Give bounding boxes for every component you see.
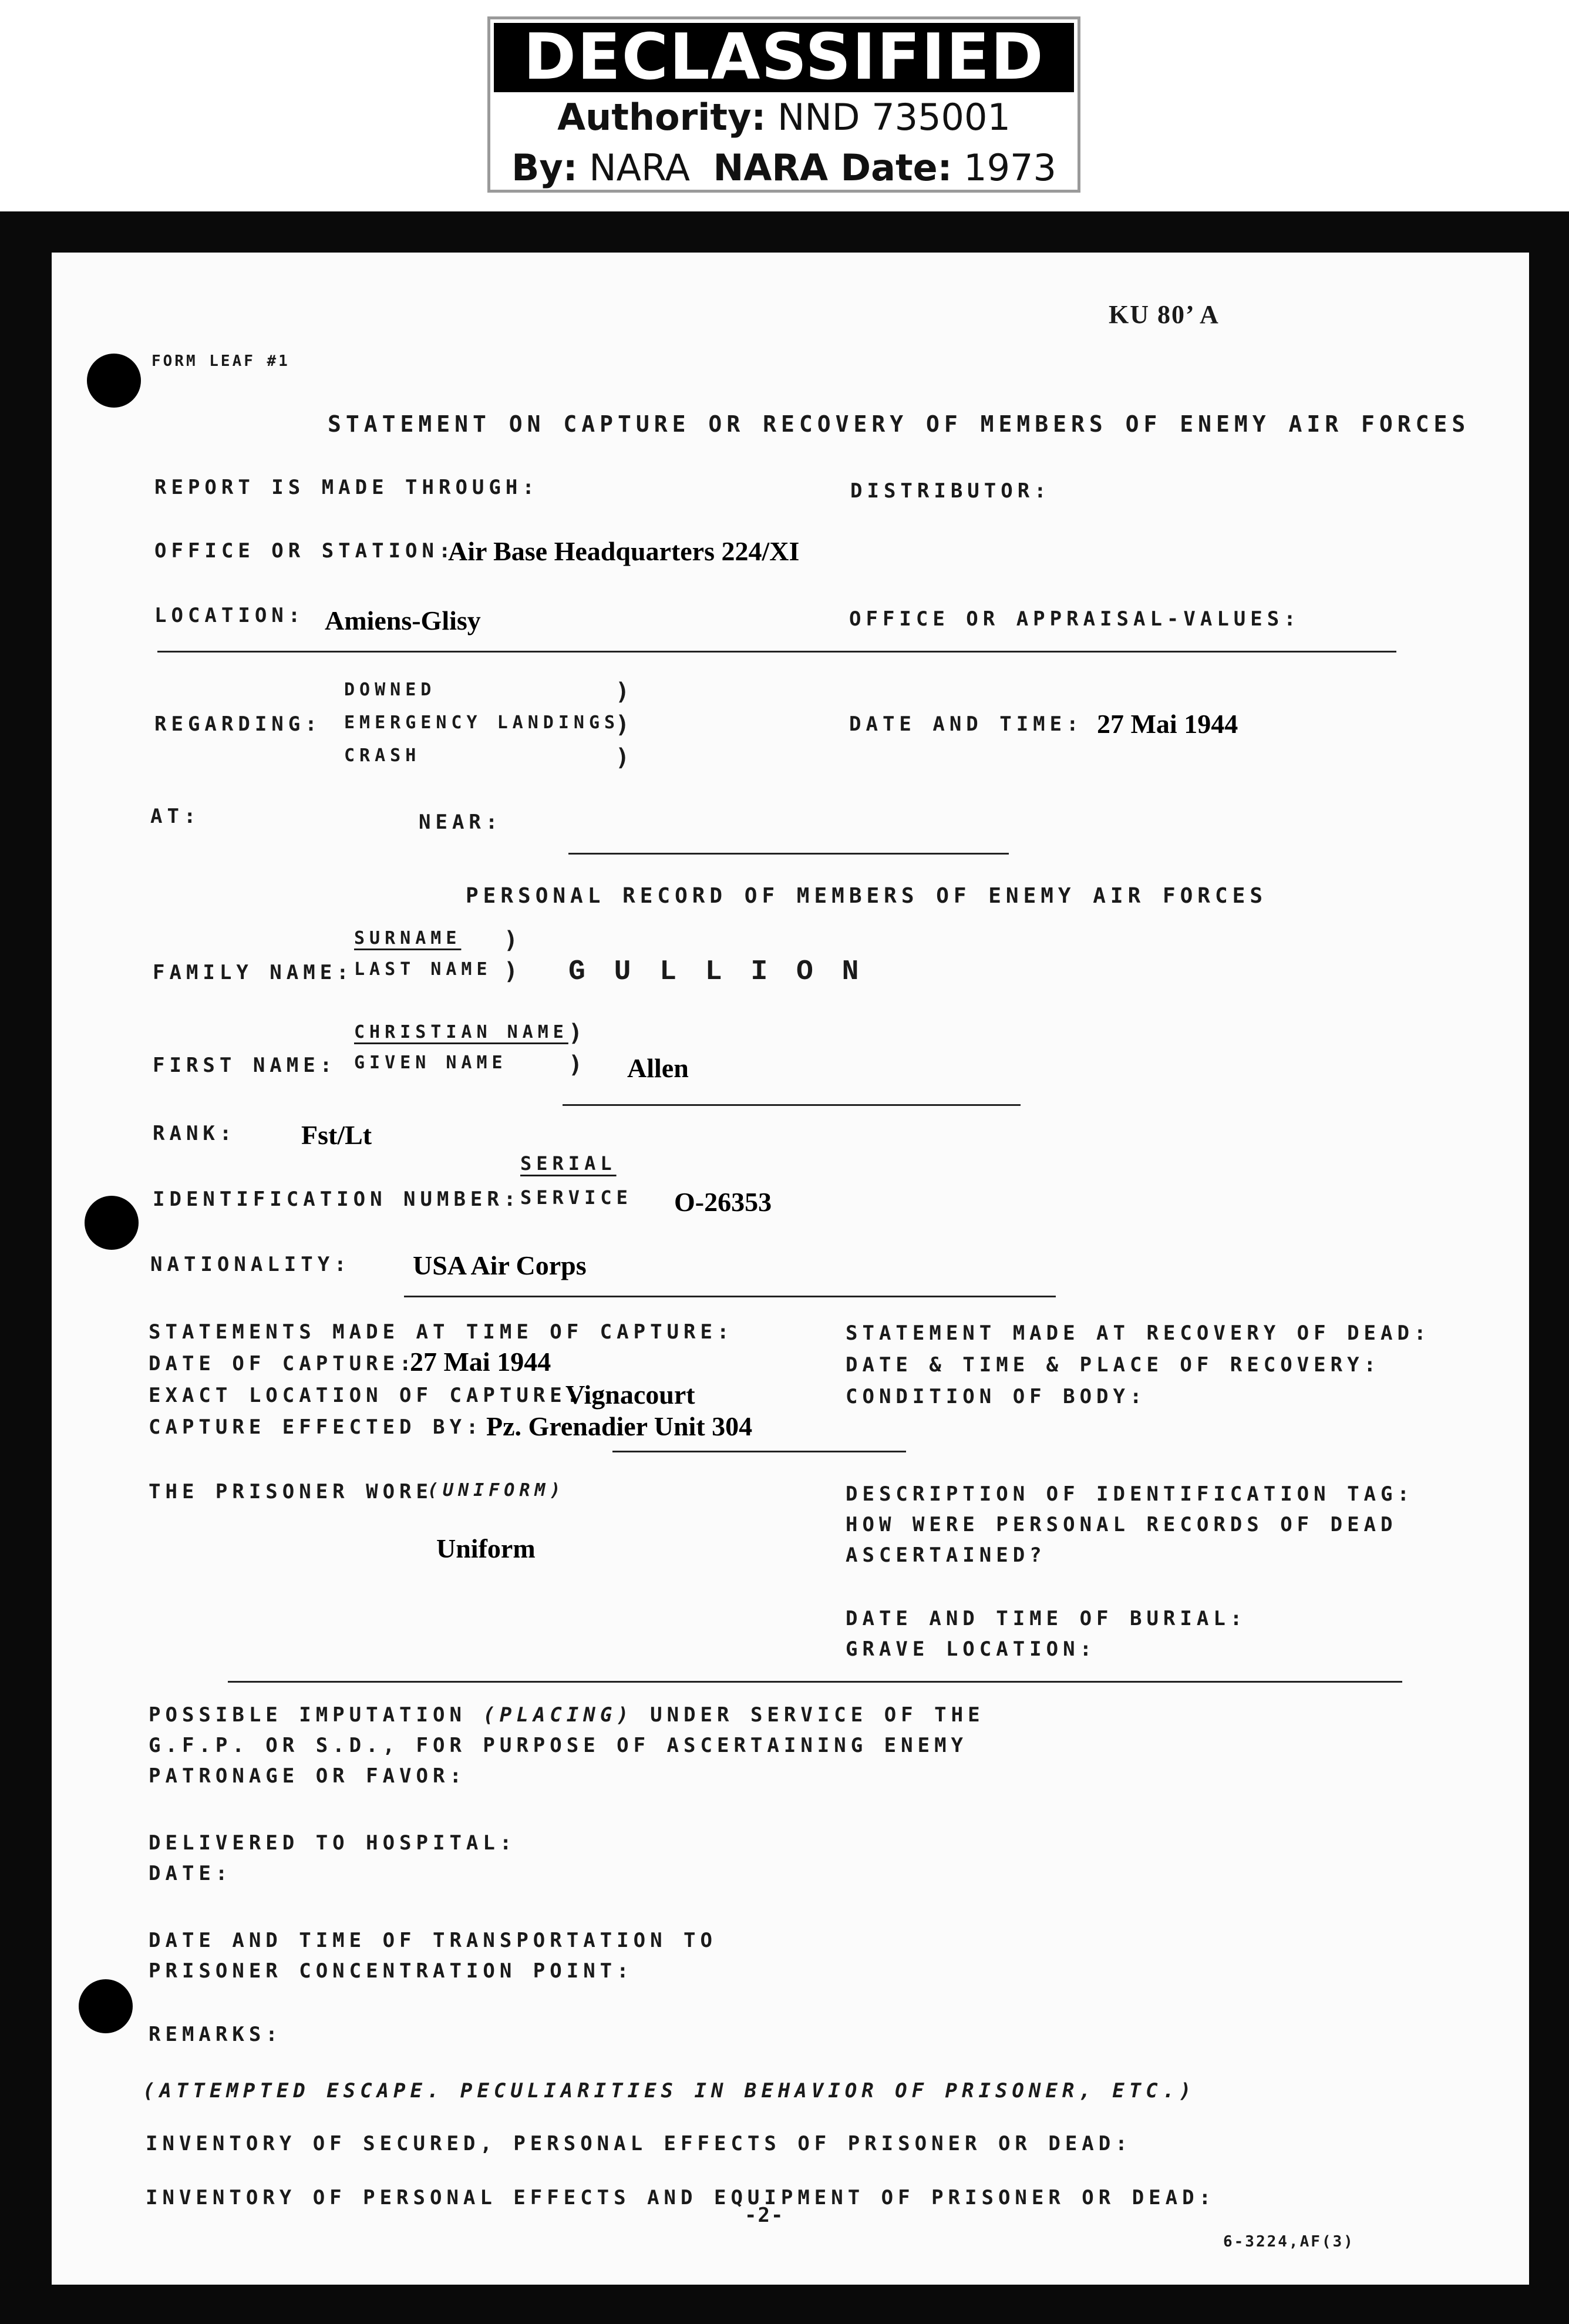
divider [157,651,1396,653]
first-name-line [563,1104,1021,1106]
office-station-value: Air Base Headquarters 224/XI [448,536,800,566]
bracket: ) [568,1020,588,1047]
rank-label: RANK: [153,1122,237,1145]
date-of-capture-value: 27 Mai 1944 [410,1347,551,1377]
bracket: ) [615,711,635,738]
location-label: LOCATION: [154,604,305,627]
stamp-title: DECLASSIFIED [494,23,1074,92]
date-time-value: 27 Mai 1944 [1097,709,1238,739]
stamp-by-label: By: [511,146,578,189]
regarding-option-downed: DOWNED [344,680,436,700]
near-line [568,853,1009,855]
imputation-line-1 [149,1703,985,1727]
records-dead-label-2: ASCERTAINED? [846,1543,1046,1567]
location-value: Amiens-Glisy [325,606,481,635]
first-name-label: FIRST NAME: [153,1054,337,1077]
bracket: ) [504,927,523,954]
prisoner-wore-value: Uniform [436,1533,536,1563]
appraisal-label: OFFICE OR APPRAISAL-VALUES: [849,607,1301,631]
form-code: 6-3224,AF(3) [1223,2233,1355,2251]
inventory-equipment-label: INVENTORY OF PERSONAL EFFECTS AND EQUIPMENT OF PRISONER OR DEAD: [146,2186,1216,2209]
nationality-label: NATIONALITY: [150,1253,351,1276]
condition-body-label: CONDITION OF BODY: [846,1385,1147,1408]
imputation-1c: UNDER SERVICE OF THE [650,1703,985,1727]
stamp-authority [490,92,1078,143]
date-time-label: DATE AND TIME: [849,712,1083,736]
regarding-label: REGARDING: [154,712,322,736]
top-reference: KU 80’ A [1109,300,1220,329]
exact-location-value: Vignacourt [565,1380,695,1410]
inventory-secured-label: INVENTORY OF SECURED, PERSONAL EFFECTS OF PRISONER OR DEAD: [146,2132,1132,2155]
serial-label: SERIAL [520,1152,617,1175]
id-number-label: IDENTIFICATION NUMBER: [153,1188,521,1211]
bracket: ) [615,744,635,771]
first-name-value: Allen [627,1053,689,1083]
remarks-label: REMARKS: [149,2023,282,2046]
near-label: NEAR: [419,810,503,834]
prisoner-wore-label: THE PRISONER WORE [149,1480,433,1504]
bracket: ) [504,958,523,985]
date-place-recovery-label: DATE & TIME & PLACE OF RECOVERY: [846,1353,1381,1377]
capture-effected-label: CAPTURE EFFECTED BY: [149,1415,483,1439]
id-number-value: O-26353 [674,1187,772,1217]
imputation-1b: (PLACING) [483,1703,634,1727]
grave-label: GRAVE LOCATION: [846,1637,1097,1661]
transport-label-1: DATE AND TIME OF TRANSPORTATION TO [149,1929,717,1952]
form-paper [52,253,1529,2285]
regarding-option-emergency: EMERGENCY LANDINGS [344,712,620,733]
hospital-date-label: DATE: [149,1862,233,1885]
page-number: -2- [745,2204,784,2227]
punch-hole-middle [85,1196,139,1250]
capture-line [612,1451,906,1452]
uniform-paren: (UNIFORM) [427,1480,565,1501]
statement-recovery-label: STATEMENT MADE AT RECOVERY OF DEAD: [846,1321,1431,1345]
imputation-1a: POSSIBLE IMPUTATION [149,1703,466,1727]
scanned-page [0,211,1569,2324]
date-of-capture-label: DATE OF CAPTURE: [149,1352,416,1375]
stamp-by-value: NARA [589,146,691,189]
stamp-authority-label: Authority: [557,96,766,139]
stamp-date-value: 1973 [964,146,1056,189]
stamp-by [490,143,1078,193]
regarding-option-crash: CRASH [344,745,421,766]
imputation-line-2: G.F.P. OR S.D., FOR PURPOSE OF ASCERTAINING ENEMY [149,1734,968,1757]
exact-location-label: EXACT LOCATION OF CAPTURE: [149,1384,584,1407]
family-name-label: FAMILY NAME: [153,961,353,984]
form-title: STATEMENT ON CAPTURE OR RECOVERY OF MEMBERS OF ENEMY AIR FORCES [328,411,1470,437]
burial-label: DATE AND TIME OF BURIAL: [846,1607,1247,1630]
nationality-line [404,1296,1056,1297]
bracket: ) [615,678,635,705]
personal-record-title: PERSONAL RECORD OF MEMBERS OF ENEMY AIR FORCES [466,884,1267,908]
distributor-label: DISTRIBUTOR: [850,479,1051,503]
service-label: SERVICE [520,1186,632,1209]
divider [228,1681,1402,1683]
id-tag-label: DESCRIPTION OF IDENTIFICATION TAG: [846,1482,1414,1506]
surname-label: SURNAME [354,928,462,949]
punch-hole-bottom [79,1979,133,2033]
imputation-line-3: PATRONAGE OR FAVOR: [149,1764,466,1788]
transport-label-2: PRISONER CONCENTRATION POINT: [149,1959,634,1983]
at-label: AT: [150,805,201,828]
bracket: ) [568,1051,588,1078]
rank-value: Fst/Lt [301,1120,372,1150]
statements-capture-label: STATEMENTS MADE AT TIME OF CAPTURE: [149,1320,734,1344]
stamp-date-label: NARA Date: [713,146,952,189]
capture-effected-value: Pz. Grenadier Unit 304 [486,1411,753,1441]
remarks-note: (ATTEMPTED ESCAPE. PECULIARITIES IN BEHAVIOR OF PRISONER, ETC.) [143,2079,1196,2103]
christian-name-label: CHRISTIAN NAME [354,1022,568,1042]
report-made-through-label: REPORT IS MADE THROUGH: [154,476,539,499]
hospital-label: DELIVERED TO HOSPITAL: [149,1831,517,1855]
last-name-label: LAST NAME [354,959,492,980]
nationality-value: USA Air Corps [413,1250,587,1280]
declassified-stamp [487,16,1080,193]
family-name-value: G U L L I O N [568,956,865,988]
records-dead-label-1: HOW WERE PERSONAL RECORDS OF DEAD [846,1513,1398,1536]
given-name-label: GIVEN NAME [354,1052,507,1073]
stamp-authority-value: NND 735001 [777,96,1011,139]
office-station-label: OFFICE OR STATION: [154,539,456,563]
punch-hole-top [87,354,141,408]
form-leaf: FORM LEAF #1 [151,352,290,370]
